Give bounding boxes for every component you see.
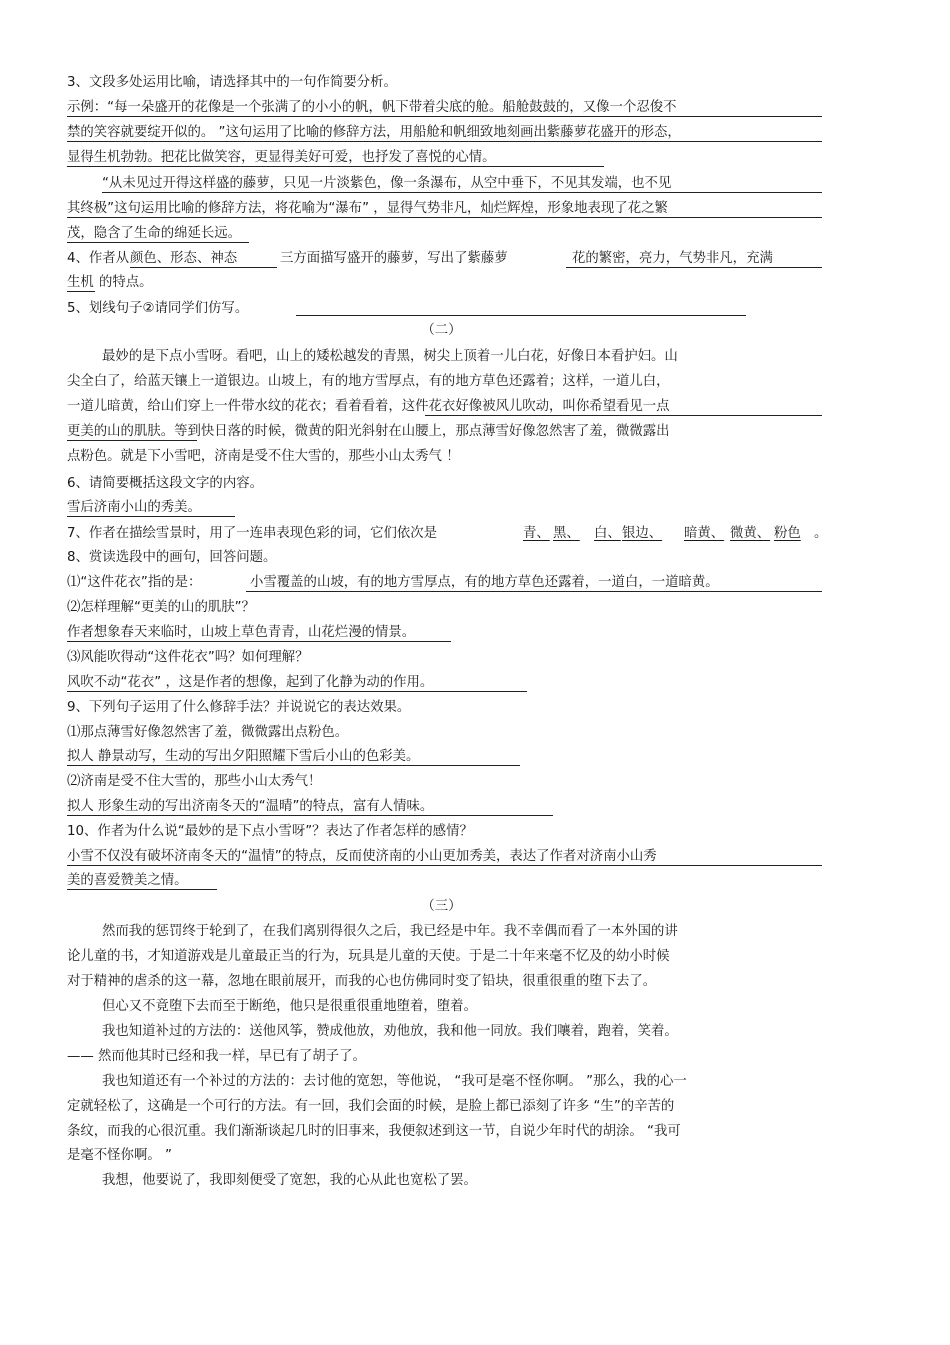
answer-rule [67, 641, 451, 642]
answer-rule [296, 315, 746, 316]
question-9-1: ⑴那点薄雪好像忽然害了羞，微微露出点粉色。 [67, 725, 349, 740]
answer-rule [67, 889, 217, 890]
answer-rule [67, 116, 822, 117]
passage-underline [67, 440, 197, 441]
answer-rule [67, 141, 822, 142]
answer-9-2: 拟人 形象生动的写出济南冬天的“温晴”的特点，富有人情味。 [67, 799, 434, 814]
question-5: 5、划线句子②请同学们仿写。 [67, 301, 249, 316]
answer-rule [67, 166, 604, 167]
passage-3-line-7: 我也知道还有一个补过的方法的：去讨他的宽恕，等他说， “我可是毫不怪你啊。 ”那么，我的心一 [102, 1074, 687, 1089]
question-9: 9、下列句子运用了什么修辞手法？并说说它的表达效果。 [67, 700, 411, 715]
question-8-1: ⑴“这件花衣”指的是： [67, 575, 202, 590]
passage-2-line-2: 尖全白了，给蓝天镶上一道银边。山坡上，有的地方雪厚点，有的地方草色还露着；这样，一道儿白， [67, 374, 670, 389]
answer-7-word: 黑、 [553, 526, 580, 541]
answer-7-word: 青、 [523, 526, 550, 541]
answer-8-3: 风吹不动“花衣” ，这是作者的想像，起到了化静为动的作用。 [67, 675, 434, 690]
question-10: 10、作者为什么说“最妙的是下点小雪呀”？表达了作者怎样的感情？ [67, 824, 473, 839]
answer-rule [67, 815, 553, 816]
question-4-tail: 的特点。 [99, 275, 153, 290]
answer-3-line-6: 茂，隐含了生命的绵延长远。 [67, 226, 242, 241]
answer-rule [102, 192, 822, 193]
answer-3-line-2: 禁的笑容就要绽开似的。 ”这句运用了比喻的修辞方法，用船舱和帆细致地刻画出紫藤萝花盛开的形态， [67, 125, 681, 140]
passage-3-line-1: 然而我的惩罚终于轮到了，在我们离别得很久之后，我已经是中年。我不幸偶而看了一本外国的讲 [102, 924, 678, 939]
passage-3-line-6: —— 然而他其时已经和我一样，早已有了胡子了。 [67, 1049, 366, 1064]
answer-rule [67, 516, 235, 517]
answer-7-word: 银边、 [622, 526, 663, 541]
question-4-answer-1: 颜色、形态、神态 [130, 251, 238, 266]
question-8-3: ⑶风能吹得动“这件花衣”吗？如何理解？ [67, 650, 309, 665]
passage-underline [425, 415, 822, 416]
question-7: 7、作者在描绘雪景时，用了一连串表现色彩的词，它们依次是 [67, 526, 438, 541]
answer-rule [566, 267, 822, 268]
question-7-end: 。 [814, 526, 828, 541]
question-8-2: ⑵怎样理解“更美的山的肌肤”？ [67, 600, 255, 615]
answer-9-1: 拟人 静景动写，生动的写出夕阳照耀下雪后小山的色彩美。 [67, 749, 420, 764]
answer-8-1: 小雪覆盖的山坡，有的地方雪厚点，有的地方草色还露着，一道白，一道暗黄。 [250, 575, 719, 590]
passage-2-line-1: 最妙的是下点小雪呀。看吧，山上的矮松越发的青黑，树尖上顶着一儿白花，好像日本看护妇。山 [102, 349, 678, 364]
answer-3-line-4: “从未见过开得这样盛的藤萝，只见一片淡紫色，像一条瀑布，从空中垂下，不见其发端，也不见 [102, 176, 672, 191]
passage-2-line-5: 点粉色。就是下小雪吧，济南是受不住大雪的，那些小山太秀气 ！ [67, 449, 460, 464]
passage-2-line-3: 一道儿暗黄，给山们穿上一件带水纹的花衣；看着看着，这件花衣好像被风儿吹动，叫你希望看见一点 [67, 399, 670, 414]
question-9-2: ⑵济南是受不住大雪的，那些小山太秀气！ [67, 774, 322, 789]
answer-3-line-3: 显得生机勃勃。把花比做笑容，更显得美好可爱，也抒发了喜悦的心情。 [67, 150, 496, 165]
question-3: 3、文段多处运用比喻，请选择其中的一句作简要分析。 [67, 75, 397, 90]
answer-7-word: 暗黄、 [684, 526, 725, 541]
answer-8-2: 作者想象春天来临时，山坡上草色青青，山花烂漫的情景。 [67, 625, 416, 640]
answer-10-line-2: 美的喜爱赞美之情。 [67, 873, 188, 888]
answer-rule [67, 765, 520, 766]
answer-10-line-1: 小雪不仅没有破坏济南冬天的“温情”的特点，反而使济南的小山更加秀美，表达了作者对济南小山秀 [67, 849, 657, 864]
answer-6: 雪后济南小山的秀美。 [67, 500, 201, 515]
question-4-answer-2: 花的繁密，亮力，气势非凡，充满 [572, 251, 773, 266]
answer-rule [67, 217, 822, 218]
passage-3-line-11: 我想，他要说了，我即刻便受了宽恕，我的心从此也宽松了罢。 [102, 1173, 477, 1188]
question-4-answer-3: 生机 [67, 275, 94, 290]
passage-3-line-8: 定就轻松了，这确是一个可行的方法。有一回，我们会面的时候，是脸上都已添刻了许多 “生”的辛苦的 [67, 1099, 675, 1114]
question-8: 8、赏读选段中的画句，回答问题。 [67, 550, 277, 565]
passage-3-line-3: 对于精神的虐杀的这一幕，忽地在眼前展开，而我的心也仿佛同时变了铅块，很重很重的堕下去了。 [67, 974, 657, 989]
answer-3-line-1: 示例：“每一朵盛开的花像是一个张满了的小小的帆，帆下带着尖底的舱。船舱鼓鼓的，又像一个忍俊不 [67, 100, 677, 115]
section-heading-2: （二） [421, 323, 462, 338]
question-4-lead: 4、作者从 [67, 251, 130, 266]
passage-3-line-10: 是毫不怪你啊。 ” [67, 1148, 172, 1163]
answer-7-word: 白、 [594, 526, 621, 541]
answer-rule [67, 291, 95, 292]
passage-3-line-2: 论儿童的书，才知道游戏是儿童最正当的行为，玩具是儿童的天使。于是二十年来毫不忆及的幼小时候 [67, 949, 670, 964]
section-heading-3: （三） [421, 899, 462, 914]
passage-3-line-5: 我也知道补过的方法的：送他风筝，赞成他放，劝他放，我和他一同放。我们嚷着，跑着，笑着。 [102, 1024, 678, 1039]
answer-rule [130, 267, 277, 268]
question-6: 6、请简要概括这段文字的内容。 [67, 476, 263, 491]
passage-3-line-4: 但心又不竟堕下去而至于断绝，他只是很重很重地堕着，堕着。 [102, 999, 477, 1014]
question-4-mid: 三方面描写盛开的藤萝，写出了紫藤萝 [280, 251, 508, 266]
passage-2-line-4: 更美的山的肌肤。等到快日落的时候，微黄的阳光斜射在山腰上，那点薄雪好像忽然害了羞，微微露出 [67, 424, 670, 439]
answer-7-word: 微黄、 [730, 526, 771, 541]
answer-rule [67, 865, 822, 866]
answer-rule [246, 591, 822, 592]
answer-7-word: 粉色 [774, 526, 801, 541]
answer-3-line-5: 其终极”这句运用比喻的修辞方法，将花喻为“瀑布” ，显得气势非凡，灿烂辉煌，形象地表现了花之繁 [67, 201, 668, 216]
answer-rule [67, 242, 249, 243]
passage-3-line-9: 条纹，而我的心很沉重。我们渐渐谈起几时的旧事来，我便叙述到这一节，自说少年时代的胡涂。 “我可 [67, 1124, 681, 1139]
answer-rule [67, 691, 527, 692]
